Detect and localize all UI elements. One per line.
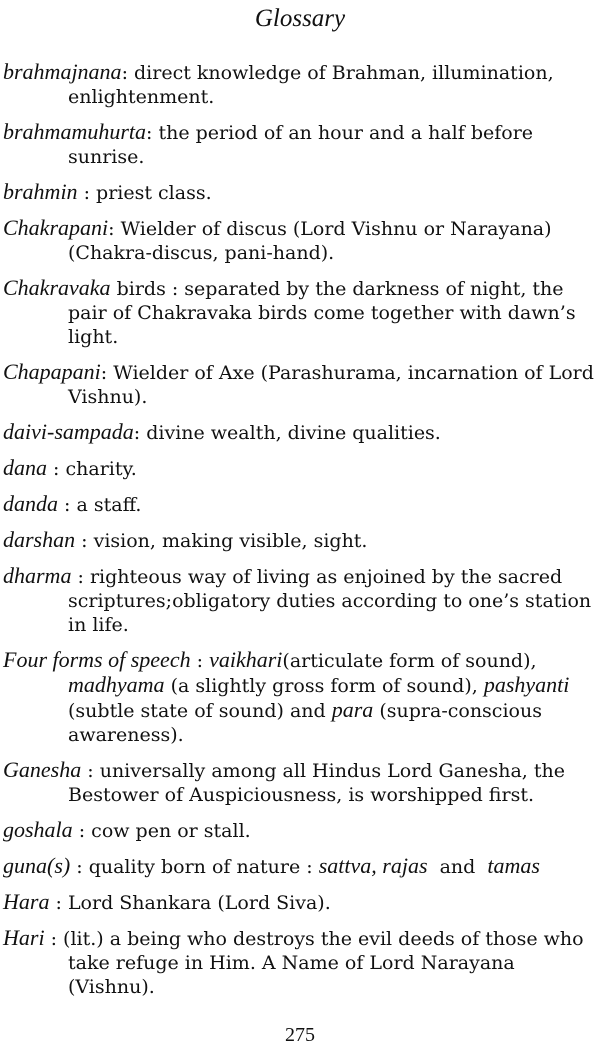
term: Chakravaka [3, 275, 111, 300]
definition-part: (supra-conscious awareness). [68, 700, 542, 746]
definition: charity. [65, 458, 137, 480]
separator: : [77, 182, 97, 204]
term: brahmajnana [3, 59, 122, 84]
glossary-entry-brahmin [3, 180, 598, 205]
glossary-entry-four-forms-of-speech [3, 648, 598, 747]
definition-part: (a slightly gross form of sound), [164, 675, 484, 697]
term: dharma [3, 563, 72, 588]
definition: righteous way of living as enjoined by the sacred scriptures;obligatory duties according to one’s station in life. [68, 566, 592, 636]
definition: universally among all Hindus Lord Ganesha, the Bestower of Auspiciousness, is worshipped first. [68, 760, 565, 806]
separator: : [121, 62, 135, 84]
definition: Wielder of discus (Lord Vishnu or Narayana) (Chakra-discus, pani-hand). [68, 218, 552, 264]
separator: : [70, 856, 89, 878]
separator: : [133, 422, 147, 444]
separator: : [44, 928, 64, 950]
separator: : [58, 494, 77, 516]
speech-form-para: para [331, 697, 374, 722]
separator: : [72, 820, 92, 842]
separator: : [47, 458, 66, 480]
definition: vision, making visible, sight. [93, 530, 368, 552]
definition: priest class. [96, 182, 212, 204]
separator: : [71, 566, 90, 588]
separator: : [49, 892, 68, 914]
term: Chakrapani [3, 215, 109, 240]
definition: direct knowledge of Brahman, illumination, enlightenment. [68, 62, 554, 108]
definition-part: quality born of nature : [88, 856, 319, 878]
term: Hara [3, 889, 50, 914]
definition: the period of an hour and a half before sunrise. [68, 122, 534, 168]
term: darshan [3, 527, 76, 552]
glossary-entry-ganesha [3, 758, 598, 807]
speech-form-vaikhari: vaikhari [209, 647, 283, 672]
term: Ganesha [3, 757, 82, 782]
guna-tamas: tamas [487, 853, 540, 878]
definition: Lord Shankara (Lord Siva). [67, 892, 331, 914]
glossary-entry-hari [3, 926, 598, 999]
glossary-entry-goshala [3, 818, 598, 843]
separator: : [146, 122, 159, 144]
separator: : [190, 650, 210, 672]
definition: (lit.) a being who destroys the evil deeds of those who take refuge in Him. A Name of Lord Narayana (Vishnu). [63, 928, 584, 998]
definition: a staff. [76, 494, 142, 516]
definition-part: (subtle state of sound) and [68, 700, 332, 722]
page-number: 275 [285, 1024, 315, 1046]
separator: : [100, 362, 114, 384]
speech-form-madhyama: madhyama [68, 672, 165, 697]
term: danda [3, 491, 58, 516]
definition-part: (articulate form of sound), [282, 650, 537, 672]
glossary-entries [3, 60, 598, 1010]
term: dana [3, 455, 47, 480]
glossary-entry-daivi-sampada [3, 420, 598, 445]
term: Hari [3, 925, 45, 950]
glossary-entry-darshan [3, 528, 598, 553]
glossary-entry-brahmajnana [3, 60, 598, 109]
definition: birds : separated by the darkness of night, the pair of Chakravaka birds come together with dawn’s light. [68, 278, 576, 348]
term: guna(s) [3, 853, 71, 878]
glossary-entry-danda [3, 492, 598, 517]
separator: : [81, 760, 100, 782]
glossary-entry-dana [3, 456, 598, 481]
glossary-entry-hara [3, 890, 598, 915]
speech-form-pashyanti: pashyanti [483, 672, 570, 697]
definition-part: and [427, 856, 488, 878]
definition: cow pen or stall. [91, 820, 251, 842]
glossary-entry-chakrapani [3, 216, 598, 265]
glossary-entry-chapapani [3, 360, 598, 409]
guna-sattva-rajas: sattva, rajas [318, 853, 428, 878]
term: daivi-sampada [3, 419, 134, 444]
term: Four forms of speech [3, 647, 191, 672]
glossary-entry-chakravaka [3, 276, 598, 349]
running-header: Glossary [254, 5, 346, 32]
term: brahmamuhurta [3, 119, 147, 144]
definition: divine wealth, divine qualities. [146, 422, 441, 444]
term: Chapapani [3, 359, 101, 384]
glossary-entry-dharma [3, 564, 598, 637]
glossary-entry-brahmamuhurta [3, 120, 598, 169]
separator: : [75, 530, 94, 552]
term: goshala [3, 817, 73, 842]
separator: : [108, 218, 121, 240]
glossary-entry-gunas [3, 854, 598, 879]
term: brahmin [3, 179, 78, 204]
definition: Wielder of Axe (Parashurama, incarnation of Lord Vishnu). [68, 362, 594, 408]
